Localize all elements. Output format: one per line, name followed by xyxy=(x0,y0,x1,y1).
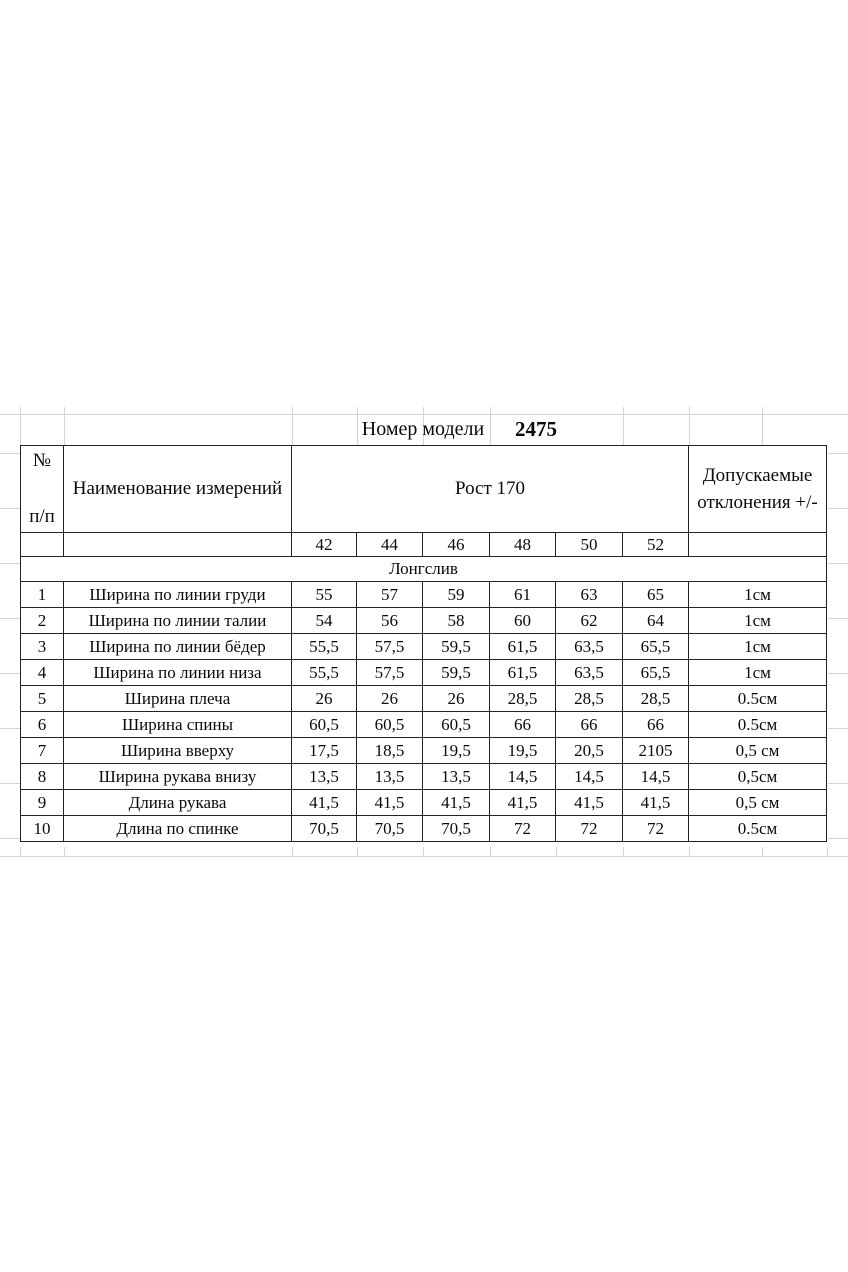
table-header-row xyxy=(21,446,827,533)
measurement-value-cell: 61,5 xyxy=(490,660,556,686)
gridline-vertical xyxy=(827,847,828,856)
measurement-value-cell: 14,5 xyxy=(556,764,623,790)
sizes-row xyxy=(21,533,827,557)
measurement-name-cell: Ширина по линии бёдер xyxy=(64,634,292,660)
measurement-name-cell: Ширина рукава внизу xyxy=(64,764,292,790)
measurement-value-cell: 41,5 xyxy=(423,790,490,816)
measurement-value-cell: 66 xyxy=(490,712,556,738)
table-row xyxy=(21,790,827,816)
measurement-value-cell: 65,5 xyxy=(623,634,689,660)
gridline-horizontal xyxy=(828,563,848,564)
tolerance-cell: 0,5 см xyxy=(689,790,827,816)
table-row xyxy=(21,764,827,790)
measurement-value-cell: 13,5 xyxy=(357,764,423,790)
row-number-cell: 8 xyxy=(21,764,64,790)
measurement-value-cell: 14,5 xyxy=(490,764,556,790)
row-number-cell: 10 xyxy=(21,816,64,842)
size-col-header: 42 xyxy=(292,533,357,557)
measurement-name-cell: Длина по спинке xyxy=(64,816,292,842)
measurement-name-cell: Ширина по линии низа xyxy=(64,660,292,686)
row-number-cell: 5 xyxy=(21,686,64,712)
measurement-name-cell: Ширина по линии талии xyxy=(64,608,292,634)
measurement-value-cell: 60,5 xyxy=(357,712,423,738)
gridline-vertical xyxy=(20,847,21,856)
measurement-value-cell: 60 xyxy=(490,608,556,634)
measurement-value-cell: 54 xyxy=(292,608,357,634)
measurement-value-cell: 70,5 xyxy=(357,816,423,842)
gridline-horizontal xyxy=(0,728,20,729)
measurement-value-cell: 65,5 xyxy=(623,660,689,686)
measurement-value-cell: 41,5 xyxy=(490,790,556,816)
num-sign: № xyxy=(32,450,52,471)
gridline-horizontal xyxy=(828,618,848,619)
measurement-value-cell: 61,5 xyxy=(490,634,556,660)
row-number-cell: 7 xyxy=(21,738,64,764)
tolerance-header-text xyxy=(689,462,826,516)
measurement-value-cell: 56 xyxy=(357,608,423,634)
measurement-value-cell: 28,5 xyxy=(490,686,556,712)
size-col-header: 50 xyxy=(556,533,623,557)
gridline-vertical xyxy=(762,847,763,856)
tolerance-cell: 0.5см xyxy=(689,816,827,842)
num-pp: п/п xyxy=(29,506,55,527)
empty-cell xyxy=(21,533,64,557)
measurement-value-cell: 65 xyxy=(623,582,689,608)
table-row xyxy=(21,738,827,764)
tolerance-cell: 1см xyxy=(689,582,827,608)
measurement-value-cell: 70,5 xyxy=(292,816,357,842)
empty-cell xyxy=(64,533,292,557)
size-col-header: 46 xyxy=(423,533,490,557)
measurement-value-cell: 19,5 xyxy=(490,738,556,764)
table-row xyxy=(21,608,827,634)
tolerance-cell: 0.5см xyxy=(689,686,827,712)
gridline-horizontal xyxy=(0,783,20,784)
gridline-vertical xyxy=(357,847,358,856)
row-number-cell: 9 xyxy=(21,790,64,816)
measurement-value-cell: 28,5 xyxy=(556,686,623,712)
measurement-value-cell: 66 xyxy=(623,712,689,738)
measurement-value-cell: 63,5 xyxy=(556,660,623,686)
gridline-horizontal xyxy=(828,453,848,454)
measurement-value-cell: 59,5 xyxy=(423,660,490,686)
row-number-cell: 4 xyxy=(21,660,64,686)
tolerance-cell: 0,5см xyxy=(689,764,827,790)
gridline-horizontal xyxy=(828,783,848,784)
row-number-cell: 2 xyxy=(21,608,64,634)
size-col-header: 52 xyxy=(623,533,689,557)
measurement-value-cell: 19,5 xyxy=(423,738,490,764)
measurement-value-cell: 41,5 xyxy=(292,790,357,816)
measurement-value-cell: 20,5 xyxy=(556,738,623,764)
measurement-name-cell: Длина рукава xyxy=(64,790,292,816)
measurement-value-cell: 72 xyxy=(623,816,689,842)
measurement-name-cell: Ширина спины xyxy=(64,712,292,738)
table-row xyxy=(21,582,827,608)
empty-cell xyxy=(689,533,827,557)
section-title: Лонгслив xyxy=(21,557,827,582)
measurement-value-cell: 72 xyxy=(556,816,623,842)
gridline-horizontal xyxy=(0,453,20,454)
model-number-value: 2475 xyxy=(515,417,557,441)
measurement-value-cell: 13,5 xyxy=(423,764,490,790)
table-row xyxy=(21,634,827,660)
measurement-value-cell: 55,5 xyxy=(292,634,357,660)
tolerance-cell: 0.5см xyxy=(689,712,827,738)
gridline-horizontal xyxy=(0,673,20,674)
size-col-header: 44 xyxy=(357,533,423,557)
measurement-value-cell: 63 xyxy=(556,582,623,608)
gridline-horizontal xyxy=(0,618,20,619)
section-row xyxy=(21,557,827,582)
table-row xyxy=(21,816,827,842)
height-group-header: Рост 170 xyxy=(292,446,689,533)
measurement-value-cell: 41,5 xyxy=(556,790,623,816)
table-row xyxy=(21,660,827,686)
tolerance-header-line2: отклонения +/- xyxy=(697,492,818,513)
gridline-vertical xyxy=(64,847,65,856)
measurement-value-cell: 57 xyxy=(357,582,423,608)
measurement-value-cell: 59,5 xyxy=(423,634,490,660)
gridline-vertical xyxy=(556,847,557,856)
row-number-cell: 6 xyxy=(21,712,64,738)
measurement-value-cell: 13,5 xyxy=(292,764,357,790)
model-label: Номер модели xyxy=(361,418,485,440)
tolerance-cell: 1см xyxy=(689,634,827,660)
measurement-value-cell: 26 xyxy=(357,686,423,712)
measurement-value-cell: 55,5 xyxy=(292,660,357,686)
measurement-value-cell: 63,5 xyxy=(556,634,623,660)
gridline-horizontal xyxy=(828,673,848,674)
tolerance-cell: 1см xyxy=(689,608,827,634)
gridline-vertical xyxy=(292,847,293,856)
measurement-value-cell: 62 xyxy=(556,608,623,634)
measurement-value-cell: 64 xyxy=(623,608,689,634)
tolerance-cell: 0,5 см xyxy=(689,738,827,764)
measurement-name-cell: Ширина плеча xyxy=(64,686,292,712)
gridline-horizontal xyxy=(828,728,848,729)
measurement-value-cell: 17,5 xyxy=(292,738,357,764)
measurement-value-cell: 14,5 xyxy=(623,764,689,790)
measurement-value-cell: 58 xyxy=(423,608,490,634)
measurement-value-cell: 66 xyxy=(556,712,623,738)
measurement-value-cell: 60,5 xyxy=(292,712,357,738)
num-column-header xyxy=(21,446,64,533)
gridline-vertical xyxy=(423,847,424,856)
table-row xyxy=(21,712,827,738)
measurement-value-cell: 41,5 xyxy=(623,790,689,816)
tolerance-cell: 1см xyxy=(689,660,827,686)
measurement-name-column-header: Наименование измерений xyxy=(64,446,292,533)
gridline-horizontal xyxy=(828,838,848,839)
measurement-value-cell: 57,5 xyxy=(357,634,423,660)
measurement-value-cell: 2105 xyxy=(623,738,689,764)
measurement-value-cell: 70,5 xyxy=(423,816,490,842)
size-table xyxy=(20,445,827,842)
measurement-value-cell: 55 xyxy=(292,582,357,608)
measurement-value-cell: 60,5 xyxy=(423,712,490,738)
model-number-row xyxy=(0,412,848,446)
measurement-value-cell: 18,5 xyxy=(357,738,423,764)
measurement-value-cell: 72 xyxy=(490,816,556,842)
measurement-value-cell: 28,5 xyxy=(623,686,689,712)
measurement-value-cell: 61 xyxy=(490,582,556,608)
measurement-value-cell: 26 xyxy=(292,686,357,712)
gridline-horizontal xyxy=(828,508,848,509)
tolerance-header-line1: Допускаемые xyxy=(702,465,813,486)
measurement-name-cell: Ширина по линии груди xyxy=(64,582,292,608)
size-col-header: 48 xyxy=(490,533,556,557)
measurement-value-cell: 26 xyxy=(423,686,490,712)
measurement-value-cell: 57,5 xyxy=(357,660,423,686)
gridline-horizontal xyxy=(0,508,20,509)
row-number-cell: 1 xyxy=(21,582,64,608)
gridline-horizontal xyxy=(0,838,20,839)
row-number-cell: 3 xyxy=(21,634,64,660)
gridline-horizontal xyxy=(0,563,20,564)
gridline-horizontal xyxy=(0,856,848,857)
num-column-header-text xyxy=(21,450,63,528)
tolerance-column-header xyxy=(689,446,827,533)
measurement-value-cell: 41,5 xyxy=(357,790,423,816)
gridline-vertical xyxy=(490,847,491,856)
gridline-vertical xyxy=(689,847,690,856)
gridline-vertical xyxy=(623,847,624,856)
measurement-value-cell: 59 xyxy=(423,582,490,608)
table-row xyxy=(21,686,827,712)
measurement-name-cell: Ширина вверху xyxy=(64,738,292,764)
